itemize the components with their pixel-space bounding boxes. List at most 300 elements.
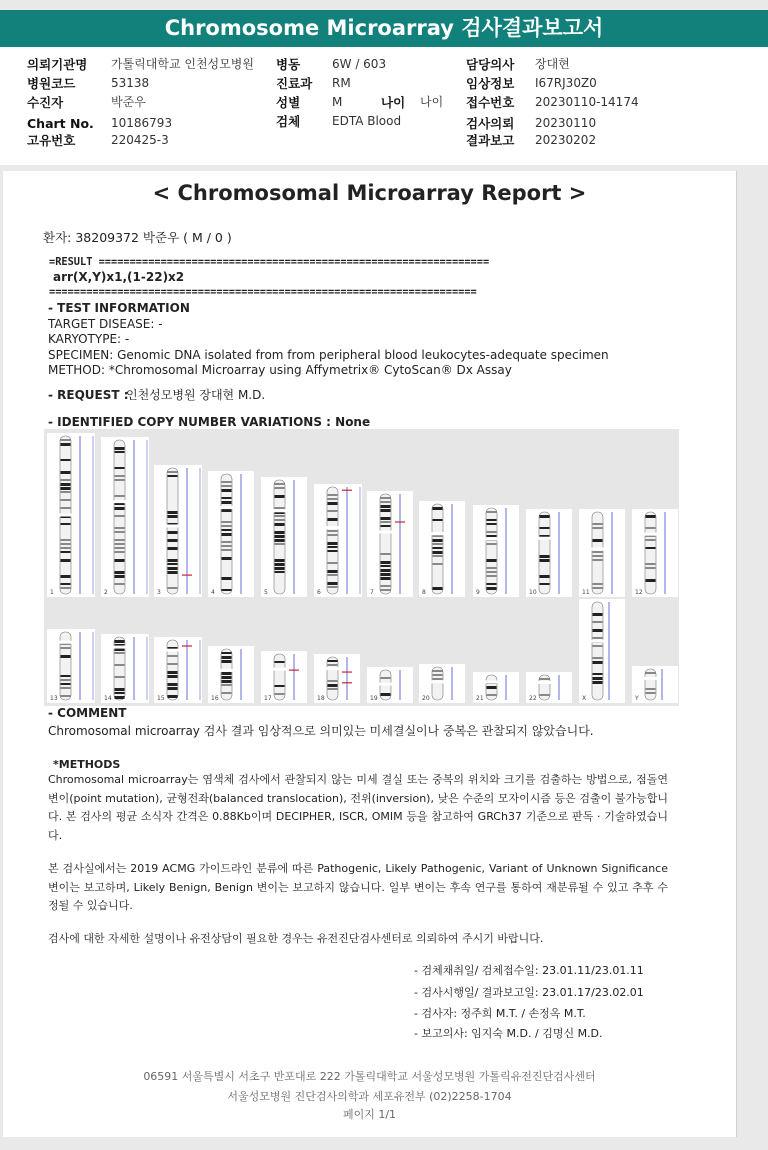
chromosome-band: [115, 547, 125, 549]
centromere: [644, 677, 657, 680]
chromosome-band: [222, 660, 232, 663]
chromosome-band: [381, 561, 391, 564]
chromosome-band: [433, 543, 443, 545]
chromosome-band: [381, 677, 391, 679]
chromosome-band: [487, 575, 497, 577]
chromosome-band: [275, 515, 285, 517]
chromosome-band: [593, 523, 603, 525]
chromosome-label: 12: [635, 589, 643, 596]
chromosome-label: 19: [370, 695, 378, 702]
chromosome-band: [433, 587, 443, 590]
centromere: [379, 683, 392, 686]
result-separator: =====================================================================: [49, 286, 477, 298]
chromosome-band: [222, 501, 232, 504]
chromosome-band: [540, 515, 550, 518]
chromosome-band: [381, 573, 391, 576]
chromosome-label: X: [582, 695, 587, 702]
chromosome-band: [168, 655, 178, 657]
chromosome-band: [222, 545, 232, 547]
chromosome-band: [433, 539, 443, 542]
chromosome-label: 16: [211, 695, 219, 702]
chromosome-band: [275, 523, 285, 526]
header-label: 의뢰기관명: [27, 57, 88, 72]
chromosome-band: [328, 542, 338, 545]
cnv-title: - IDENTIFIED COPY NUMBER VARIATIONS : None: [48, 415, 371, 429]
header-value: RM: [332, 76, 351, 90]
chromosome-band: [540, 527, 550, 529]
chromosome-band: [328, 684, 338, 687]
chromosome-band: [168, 695, 178, 698]
chromosome-band: [115, 571, 125, 574]
chromosome-label: 20: [422, 695, 430, 702]
chromosome-band: [61, 483, 71, 486]
chromosome-band: [487, 694, 497, 696]
header-value: 6W / 603: [332, 57, 387, 71]
chromosome-label: 8: [422, 589, 426, 596]
method: METHOD: *Chromosomal Microarray using Affymetrix® CytoScan® Dx Assay: [48, 363, 512, 377]
comment-text: Chromosomal microarray 검사 결과 임상적으로 의미있는 미세결실이나 중복은 관찰되지 않았습니다.: [48, 724, 594, 738]
chromosome-band: [222, 549, 232, 551]
chromosome-band: [61, 459, 71, 461]
chromosome-band: [487, 567, 497, 569]
chromosome-band: [275, 535, 285, 538]
patient-line: 환자: 38209372 박준우 ( M / 0 ): [43, 230, 232, 245]
chromosome-band: [646, 672, 656, 674]
header-value: 20230110: [535, 116, 597, 130]
chromosome-band: [381, 517, 391, 520]
chromosome-band: [487, 571, 497, 573]
chromosome-band: [328, 570, 338, 573]
chromosome-band: [381, 565, 391, 567]
chromosome-band: [61, 551, 71, 553]
chromosome-band: [222, 577, 232, 580]
chromosome-band: [593, 661, 603, 664]
chromosome-band: [115, 475, 125, 477]
chromosome-band: [222, 692, 232, 694]
centromere: [591, 547, 604, 550]
chromosome-band: [222, 529, 232, 531]
chromosome-band: [115, 527, 125, 529]
chromosome-band: [61, 491, 71, 493]
chromosome-band: [275, 495, 285, 498]
chromosome-band: [61, 687, 71, 689]
chromosome-band: [61, 443, 71, 446]
chromosome-band: [593, 559, 603, 561]
chromosome-band: [328, 498, 338, 500]
chromosome-band: [328, 530, 338, 532]
chromosome-band: [433, 678, 443, 680]
header-label: 수진자: [27, 95, 64, 110]
chromosome-band: [61, 543, 71, 545]
chromosome-ideogram: [327, 657, 338, 700]
chromosome-band: [593, 539, 603, 542]
chromosome-band: [275, 693, 285, 695]
chromosome-band: [328, 688, 338, 690]
chromosome-band: [222, 489, 232, 492]
chromosome-band: [115, 467, 125, 469]
request-value: 인천성모병원 장대현 M.D.: [126, 388, 266, 402]
chromosome-band: [381, 693, 391, 696]
chromosome-band: [487, 559, 497, 562]
chromosome-band: [487, 583, 497, 585]
header-label: 병원코드: [27, 76, 76, 91]
chromosome-band: [646, 579, 656, 582]
chromosome-band: [593, 583, 603, 585]
chromosome-band: [222, 557, 232, 560]
chromosome-band: [540, 583, 550, 585]
chromosome-band: [115, 696, 125, 699]
chromosome-band: [646, 563, 656, 565]
chromosome-band: [381, 569, 391, 572]
chromosome-label: 18: [317, 695, 325, 702]
methods-paragraph-3: 검사에 대한 자세한 설명이나 유전상담이 필요한 경우는 유전진단검사센터로 의뢰하여 주시기 바랍니다.: [48, 932, 544, 945]
chromosome-band: [381, 577, 391, 580]
chromosome-band: [646, 567, 656, 569]
centromere: [591, 640, 604, 643]
chromosome-band: [433, 507, 443, 510]
centromere: [431, 680, 444, 683]
chromosome-label: 10: [529, 589, 537, 596]
report-title: < Chromosomal Microarray Report >: [152, 181, 587, 205]
karyogram: [44, 429, 679, 706]
chromosome-band: [222, 521, 232, 523]
chromosome-band: [381, 497, 391, 499]
header-value: 10186793: [111, 116, 173, 130]
header-value: 가톨릭대학교 인천성모병원: [111, 57, 254, 71]
chromosome-band: [61, 507, 71, 509]
chromosome-band: [275, 543, 285, 545]
chromosome-band: [275, 531, 285, 534]
date-line: - 검사시행일/ 결과보고일: 23.01.17/23.02.01: [414, 986, 644, 999]
chromosome-band: [115, 551, 125, 553]
chromosome-band: [433, 535, 443, 537]
chromosome-band: [61, 539, 71, 541]
methods-paragraph-1: Chromosomal microarray는 염색체 검사에서 관찰되지 않는 미세 결실 또는 중복의 위치와 크기를 검출하는 방법으로, 점돌연변이(point mutation), 균형전좌(balanced translocation), 전위(inversion), 낮은 수준의 모자이시즘 등은 검출이 불가능합니다. 본 검사의 평균 소식자 간격은 0.88Kb이며 DECIPHER, ISCR, OMIM 등을 참고하여 GRCh37 기준으로 판독 · 기술하였습니다.: [48, 773, 668, 842]
chromosome-band: [61, 675, 71, 677]
header-label: Chart No.: [27, 116, 94, 131]
chromosome-band: [433, 674, 443, 676]
chromosome-band: [61, 683, 71, 685]
chromosome-band: [61, 439, 71, 441]
chromosome-label: 14: [104, 695, 112, 702]
centromere: [166, 649, 179, 652]
chromosome-band: [487, 543, 497, 545]
chromosome-label: 15: [157, 695, 165, 702]
centromere: [113, 500, 126, 503]
patient-header: [0, 47, 768, 165]
chromosome-label: 1: [50, 589, 54, 596]
header-label: 결과보고: [466, 133, 515, 148]
chromosome-band: [168, 663, 178, 665]
header-value: 20230110-14174: [535, 95, 639, 109]
chromosome-band: [222, 684, 232, 686]
chromosome-band: [168, 515, 178, 518]
chromosome-band: [61, 647, 71, 649]
chromosome-band: [115, 676, 125, 678]
chromosome-band: [328, 550, 338, 552]
header-label: 접수번호: [466, 95, 515, 110]
karyotype: KARYOTYPE: -: [48, 332, 130, 346]
chromosome-band: [433, 547, 443, 549]
chromosome-band: [328, 494, 338, 496]
chromosome-band: [275, 487, 285, 489]
chromosome-band: [381, 501, 391, 503]
chromosome-band: [222, 497, 232, 499]
chromosome-band: [222, 533, 232, 536]
chromosome-band: [61, 487, 71, 490]
chromosome-band: [222, 656, 232, 659]
report-page: [3, 171, 737, 1137]
chromosome-label: 9: [476, 589, 480, 596]
chromosome-band: [381, 589, 391, 591]
chromosome-band: [61, 679, 71, 681]
chromosome-label: 22: [529, 695, 537, 702]
result-header: =RESULT ===============================================================: [49, 256, 490, 268]
chromosome-band: [168, 683, 178, 686]
chromosome-band: [168, 475, 178, 477]
chromosome-band: [222, 672, 232, 675]
chromosome-band: [275, 661, 285, 663]
chromosome-band: [487, 587, 497, 590]
chromosome-label: 5: [264, 589, 268, 596]
header-value: 장대현: [535, 57, 570, 71]
chromosome-band: [646, 692, 656, 694]
report-main-title: Chromosome Microarray 검사결과보고서: [164, 16, 604, 40]
chromosome-band: [115, 664, 125, 666]
chromosome-band: [115, 640, 125, 643]
methods-paragraph-2: 본 검사실에서는 2019 ACMG 가이드라인 분류에 따른 Pathogenic, Likely Pathogenic, Variant of Unknown Significance 변이는 보고하며, Likely Benign, Benign 변이는 보고하지 않습니다. 일부 변이는 후속 연구를 통하여 재분류될 수 있고 추후 수정될 수 있습니다.: [48, 862, 668, 912]
chromosome-band: [168, 687, 178, 690]
centromere: [59, 514, 72, 517]
centromere: [485, 537, 498, 540]
chromosome-band: [487, 531, 497, 533]
chromosome-band: [487, 686, 497, 689]
chromosome-band: [222, 485, 232, 487]
chromosome-band: [115, 451, 125, 453]
header-label: 병동: [276, 57, 301, 72]
header-label: 진료과: [276, 76, 313, 91]
header-label: 담당의사: [466, 57, 515, 72]
chromosome-band: [61, 583, 71, 585]
header-value: EDTA Blood: [332, 114, 402, 128]
chromosome-band: [328, 562, 338, 564]
chromosome-band: [115, 688, 125, 691]
header-label: 고유번호: [27, 133, 76, 148]
chromosome-band: [487, 523, 497, 525]
header-value: M: [332, 95, 343, 109]
date-line: - 검사자: 정주희 M.T. / 손정옥 M.T.: [414, 1007, 586, 1020]
chromosome-band: [540, 559, 550, 562]
chromosome-band: [115, 495, 125, 497]
date-line: - 보고의사: 임지숙 M.D. / 김명신 M.D.: [414, 1027, 603, 1040]
chromosome-band: [115, 447, 125, 450]
chromosome-label: Y: [635, 695, 639, 702]
chromosome-band: [593, 637, 603, 639]
centromere: [273, 668, 286, 671]
chromosome-label: 7: [370, 589, 374, 596]
chromosome-band: [168, 563, 178, 565]
centromere: [644, 533, 657, 536]
header-value: 220425-3: [111, 133, 169, 147]
header-value: 박준우: [111, 95, 146, 109]
comment-title: - COMMENT: [48, 706, 127, 720]
centromere: [326, 526, 339, 529]
chromosome-band: [115, 507, 125, 510]
footer-address: 06591 서울특별시 서초구 반포대로 222 가톨릭대학교 서울성모병원 가톨릭유전진단검사센터: [143, 1070, 596, 1083]
header-label: 검체: [276, 114, 301, 129]
methods-title: *METHODS: [53, 758, 121, 771]
chromosome-band: [115, 531, 125, 533]
chromosome-band: [433, 551, 443, 554]
chromosome-band: [222, 652, 232, 654]
chromosome-band: [275, 483, 285, 485]
chromosome-band: [593, 555, 603, 557]
chromosome-band: [222, 541, 232, 543]
chromosome-band: [593, 629, 603, 632]
chromosome-band: [433, 670, 443, 672]
chromosome-band: [593, 645, 603, 647]
chromosome-band: [61, 587, 71, 589]
chromosome-band: [328, 582, 338, 585]
chromosome-band: [115, 543, 125, 545]
chromosome-band: [328, 574, 338, 576]
chromosome-band: [487, 535, 497, 537]
chromosome-band: [61, 655, 71, 658]
chromosome-band: [168, 511, 178, 514]
chromosome-band: [61, 575, 71, 578]
centromere: [113, 646, 126, 649]
chromosome-band: [222, 525, 232, 527]
chromosome-band: [168, 587, 178, 589]
chromosome-band: [540, 575, 550, 578]
chromosome-label: 3: [157, 589, 161, 596]
chromosome-band: [593, 551, 603, 553]
chromosome-band: [275, 563, 285, 566]
chromosome-label: 2: [104, 589, 108, 596]
header-value: 53138: [111, 76, 150, 90]
chromosome-band: [381, 553, 391, 555]
chromosome-band: [593, 657, 603, 659]
chromosome-band: [61, 471, 71, 474]
chromosome-band: [222, 676, 232, 679]
chromosome-band: [275, 539, 285, 542]
chromosome-label: 6: [317, 589, 321, 596]
centromere: [485, 681, 498, 684]
chromosome-band: [381, 505, 391, 508]
chromosome-band: [222, 509, 232, 512]
chromosome-band: [593, 681, 603, 684]
chromosome-band: [540, 678, 550, 680]
chromosome-band: [328, 534, 338, 536]
chromosome-ideogram: [592, 602, 603, 700]
chromosome-band: [646, 527, 656, 529]
chromosome-band: [61, 499, 71, 501]
chromosome-band: [275, 559, 285, 562]
chromosome-band: [433, 563, 443, 565]
chromosome-band: [115, 515, 125, 517]
header-label: 검사의뢰: [466, 116, 515, 131]
chromosome-band: [275, 507, 285, 509]
chromosome-band: [328, 660, 338, 662]
chromosome-band: [115, 575, 125, 578]
header-age-label: 나이: [381, 95, 406, 110]
chromosome-band: [593, 673, 603, 675]
chromosome-band: [381, 525, 391, 527]
centromere: [59, 641, 72, 644]
chromosome-band: [168, 567, 178, 570]
chromosome-band: [115, 503, 125, 505]
chromosome-band: [433, 555, 443, 557]
chromosome-band: [222, 680, 232, 683]
chromosome-band: [593, 613, 603, 616]
chromosome-band: [381, 509, 391, 512]
date-line: - 검체채취일/ 검체접수일: 23.01.11/23.01.11: [414, 964, 644, 977]
footer-dept: 서울성모병원 진단검사의학과 세포유전부 (02)2258-1704: [227, 1090, 512, 1103]
centromere: [220, 506, 233, 509]
chromosome-band: [168, 547, 178, 550]
chromosome-band: [540, 555, 550, 558]
chromosome-band: [168, 571, 178, 574]
chromosome-band: [275, 567, 285, 570]
chromosome-band: [275, 685, 285, 687]
chromosome-ideogram: [539, 512, 550, 594]
chromosome-band: [328, 680, 338, 682]
chromosome-band: [328, 502, 338, 505]
header-label: 성별: [276, 95, 301, 110]
chromosome-band: [593, 677, 603, 680]
centromere: [166, 524, 179, 527]
chromosome-band: [222, 589, 232, 591]
header-age-value: 나이: [420, 95, 444, 109]
chromosome-band: [115, 583, 125, 585]
request-label: - REQUEST :: [48, 388, 129, 402]
chromosome-band: [593, 527, 603, 529]
chromosome-band: [168, 559, 178, 562]
chromosome-band: [381, 585, 391, 587]
chromosome-band: [328, 546, 338, 548]
chromosome-band: [168, 539, 178, 542]
chromosome-band: [433, 519, 443, 521]
chromosome-band: [168, 471, 178, 473]
chromosome-band: [328, 586, 338, 588]
chromosome-band: [168, 671, 178, 674]
chromosome-band: [61, 695, 71, 697]
chromosome-band: [646, 547, 656, 549]
footer-page: 페이지 1/1: [342, 1108, 397, 1121]
centromere: [379, 531, 392, 534]
chromosome-band: [328, 664, 338, 666]
chromosome-band: [593, 621, 603, 623]
chromosome-band: [381, 521, 391, 523]
chromosome-band: [275, 571, 285, 573]
chromosome-band: [61, 559, 71, 562]
chromosome-band: [646, 515, 656, 518]
chromosome-band: [115, 559, 125, 562]
centromere: [220, 669, 233, 672]
target-disease: TARGET DISEASE: -: [48, 317, 163, 331]
chromosome-band: [115, 539, 125, 541]
chromosome-band: [115, 692, 125, 694]
chromosome-label: 11: [582, 589, 590, 596]
chromosome-band: [115, 652, 125, 654]
chromosome-band: [222, 481, 232, 483]
chromosome-band: [61, 479, 71, 481]
chromosome-band: [487, 511, 497, 513]
chromosome-label: 13: [50, 695, 58, 702]
centromere: [273, 509, 286, 512]
chromosome-band: [487, 519, 497, 521]
report-title-bar: [0, 10, 768, 47]
